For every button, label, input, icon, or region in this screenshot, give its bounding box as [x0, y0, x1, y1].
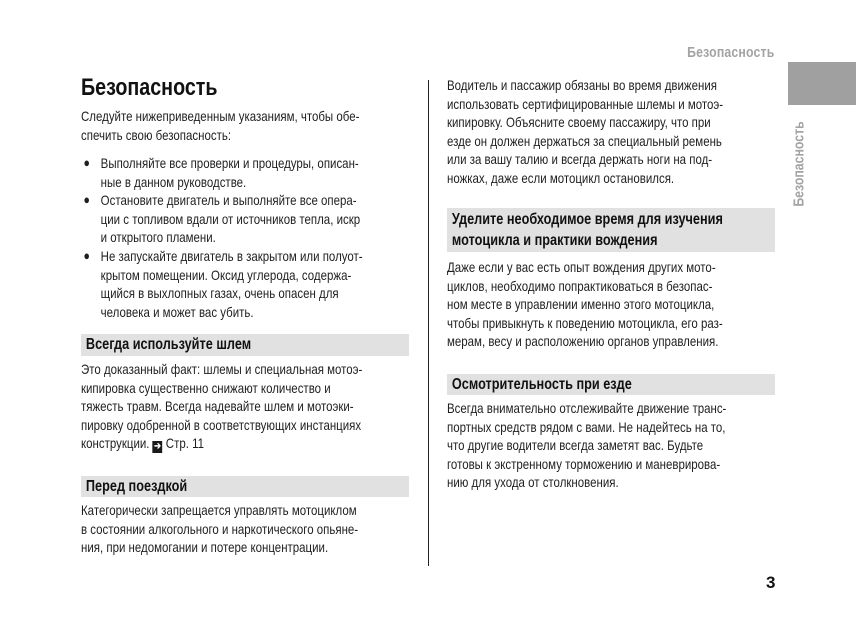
text-line: портных средств рядом с вами. Не надейтесь на то, [447, 418, 726, 435]
before-ride-paragraph [81, 501, 409, 557]
text-line: Водитель и пассажир обязаны во время движения [447, 77, 717, 93]
text-line: что другие водители всегда заметят вас. Будьте [447, 437, 704, 454]
section-heading-text: мотоцикла и практики вождения [451, 232, 658, 249]
text-line: спечить свою безопасность: [81, 126, 232, 143]
text-line: Категорически запрещается управлять мотоциклом [81, 502, 357, 518]
text-fragment: конструкции. [81, 435, 150, 452]
section-heading-text: Перед поездкой [85, 478, 188, 495]
section-heading-text: Осмотрительность при езде [451, 376, 632, 393]
helmet-paragraph [81, 360, 409, 453]
bullet-icon: ● [83, 247, 90, 263]
text-line: ции с топливом вдали от источников тепла, искр [100, 210, 361, 227]
column-divider [428, 80, 429, 566]
text-line: или за вашу талию и всегда держать ноги на под- [447, 151, 713, 168]
bullet-icon: ● [83, 192, 90, 208]
intro-paragraph [81, 107, 409, 144]
side-tab-block [788, 62, 856, 105]
section-heading-before-ride [81, 476, 409, 497]
section-heading-practice [447, 208, 775, 252]
text-line: Это доказанный факт: шлемы и специальная мотоэ- [81, 361, 363, 377]
text-line: кипировка существенно снижают количество и [81, 379, 331, 396]
side-tab-text: Безопасность [790, 121, 808, 207]
text-line: использовать сертифицированные шлемы и мотоэ- [447, 95, 724, 112]
text-line: Не запускайте двигатель в закрытом или полуот- [100, 247, 363, 264]
bullet-icon: ● [83, 155, 90, 170]
text-line: Остановите двигатель и выполняйте все опера- [100, 192, 357, 209]
text-line: готовы к экстренному торможению и маневрирова- [447, 455, 721, 472]
page-reference-link[interactable]: Стр. 11 [165, 435, 205, 452]
running-header: Безопасность [686, 44, 774, 61]
text-line: тяжесть травм. Всегда надевайте шлем и мотоэки- [81, 398, 354, 415]
passenger-paragraph [447, 76, 775, 188]
text-line: ния, при недомогании и потере концентрации. [81, 539, 329, 556]
text-line [81, 434, 409, 453]
text-line: и открытого пламени. [100, 229, 216, 246]
section-heading-text: Уделите необходимое время для изучения [451, 211, 723, 228]
page-title: Безопасность [81, 74, 218, 101]
text-line: мерам, весу и расположению органов управления. [447, 333, 719, 350]
bullet-item [81, 247, 409, 321]
text-line: ном месте в управлении именно этого мотоцикла, [447, 296, 715, 313]
text-line: щийся в выхлопных газах, очень опасен для [100, 285, 339, 302]
page-number: 3 [766, 573, 776, 592]
bullet-item [81, 191, 409, 247]
safety-bullet-list [81, 154, 409, 321]
text-line: человека и может вас убить. [100, 303, 254, 320]
text-line: ножках, даже если мотоцикл остановился. [447, 169, 675, 186]
bullet-item [81, 154, 409, 191]
text-line: пировку одобренной в соответствующих инстанциях [81, 416, 362, 433]
text-line: Даже если у вас есть опыт вождения других мото- [447, 259, 716, 275]
text-line: крытом помещении. Оксид углерода, содержа- [100, 266, 352, 283]
text-line: нию для ухода от столкновения. [447, 474, 619, 491]
text-line: Выполняйте все проверки и процедуры, описан- [100, 155, 359, 171]
practice-paragraph [447, 258, 775, 351]
text-line: циклов, необходимо попрактиковаться в безопас- [447, 277, 713, 294]
text-line: езде он должен держаться за специальный ремень [447, 132, 722, 149]
text-line: чтобы привыкнуть к поведению мотоцикла, его раз- [447, 314, 723, 331]
section-heading-awareness [447, 374, 775, 395]
text-line: Следуйте нижеприведенным указаниям, чтобы обе- [81, 108, 360, 124]
text-line: ные в данном руководстве. [100, 173, 247, 190]
text-line: в состоянии алкогольного и наркотического опьяне- [81, 520, 359, 537]
text-line: Всегда внимательно отслеживайте движение транс- [447, 400, 727, 416]
text-line: кипировку. Объясните своему пассажиру, что при [447, 114, 711, 131]
section-heading-helmet [81, 334, 409, 356]
awareness-paragraph [447, 399, 775, 492]
arrow-right-box-icon: ➔ [154, 441, 162, 453]
side-tab-label [788, 110, 810, 218]
section-heading-text: Всегда используйте шлем [85, 336, 252, 353]
